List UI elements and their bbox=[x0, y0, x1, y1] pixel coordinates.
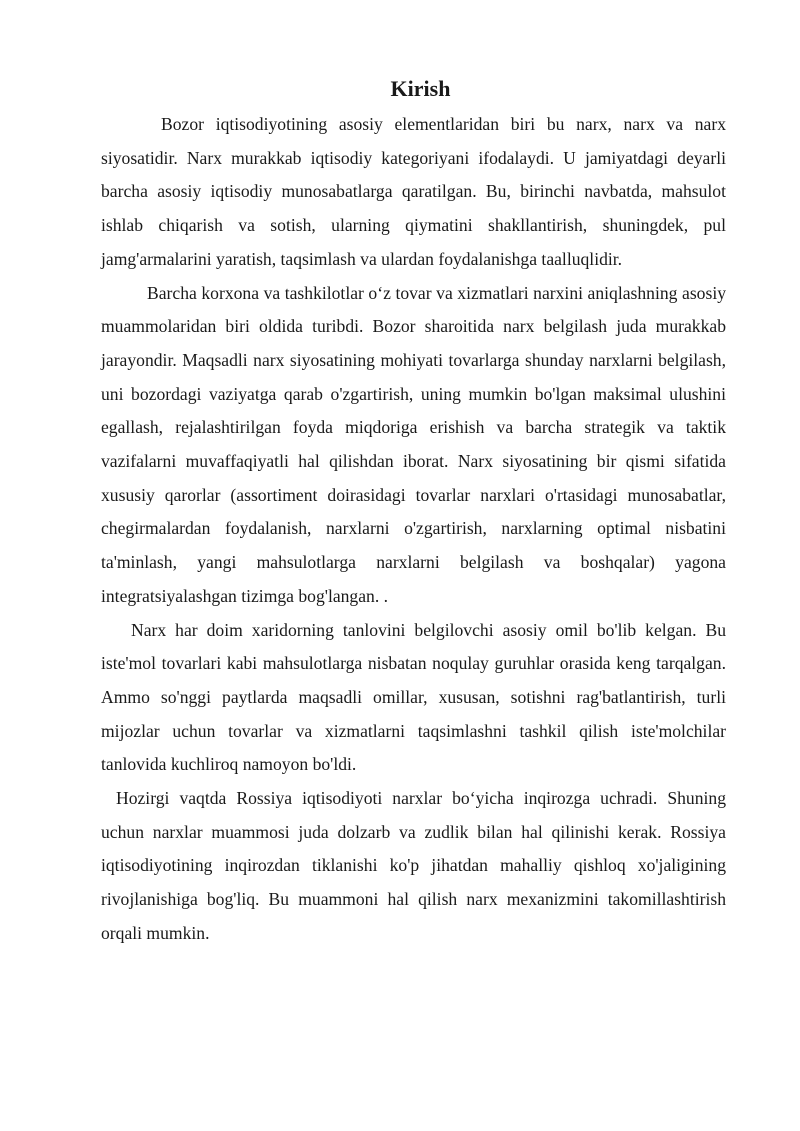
document-title: Kirish bbox=[390, 76, 451, 101]
paragraph-4: Hozirgi vaqtda Rossiya iqtisodiyoti narxlar bo‘yicha inqirozga uchradi. Shuning uchun narxlar muammosi juda dolzarb va zudlik bilan hal qilinishi kerak. Rossiya iqtisodiyotining inqirozdan tiklanishi ko'p jihatdan mahalliy qishloq xo'jaligining rivojlanishiga bog'liq. Bu muammoni hal qilish narx mexanizmini takomillashtirish orqali mumkin. bbox=[101, 788, 726, 943]
paragraph-3: Narx har doim xaridorning tanlovini belgilovchi asosiy omil bo'lib kelgan. Bu iste'mol tovarlari kabi mahsulotlarga nisbatan noqulay guruhlar orasida keng tarqalgan. Ammo so'nggi paytlarda maqsadli omillar, xususan, sotishni rag'batlantirish, turli mijozlar uchun tovarlar va xizmatlarni taqsimlashni tashkil qilish iste'molchilar tanlovida kuchliroq namoyon bo'ldi. bbox=[101, 619, 726, 775]
document-page bbox=[101, 74, 726, 951]
paragraph-1: Bozor iqtisodiyotining asosiy elementlaridan biri bu narx, narx va narx siyosatidir. Narx murakkab iqtisodiy kategoriyani ifodalaydi. U jamiyatdagi deyarli barcha asosiy iqtisodiy munosabatlarga qaratilgan. Bu, birinchi navbatda, mahsulot ishlab chiqarish va sotish, ularning qiymatini shakllantirish, shuningdek, pul jamg'armalarini yaratish, taqsimlash va ulardan foydalanishga taalluqlidir. bbox=[101, 114, 726, 269]
paragraph-2: Barcha korxona va tashkilotlar o‘z tovar va xizmatlari narxini aniqlashning asosiy muammolaridan biri oldida turibdi. Bozor sharoitida narx belgilash juda murakkab jarayondir. Maqsadli narx siyosatining mohiyati tovarlarga shunday narxlarni belgilash, uni bozordagi vaziyatga qarab o'zgartirish, uning mumkin bo'lgan maksimal ulushini egallash, rejalashtirilgan foyda miqdoriga erishish va barcha strategik va taktik vazifalarni muvaffaqiyatli hal qilishdan iborat. Narx siyosatining bir qismi sifatida xususiy qarorlar (assortiment doirasidagi tovarlar narxlari o'rtasidagi munosabatlar, chegirmalardan foydalanish, narxlarni o'zgartirish, narxlarning optimal nisbatini ta'minlash, yangi mahsulotlarga narxlarni belgilash va boshqalar) yagona integratsiyalashgan tizimga bog'langan. . bbox=[101, 282, 726, 606]
